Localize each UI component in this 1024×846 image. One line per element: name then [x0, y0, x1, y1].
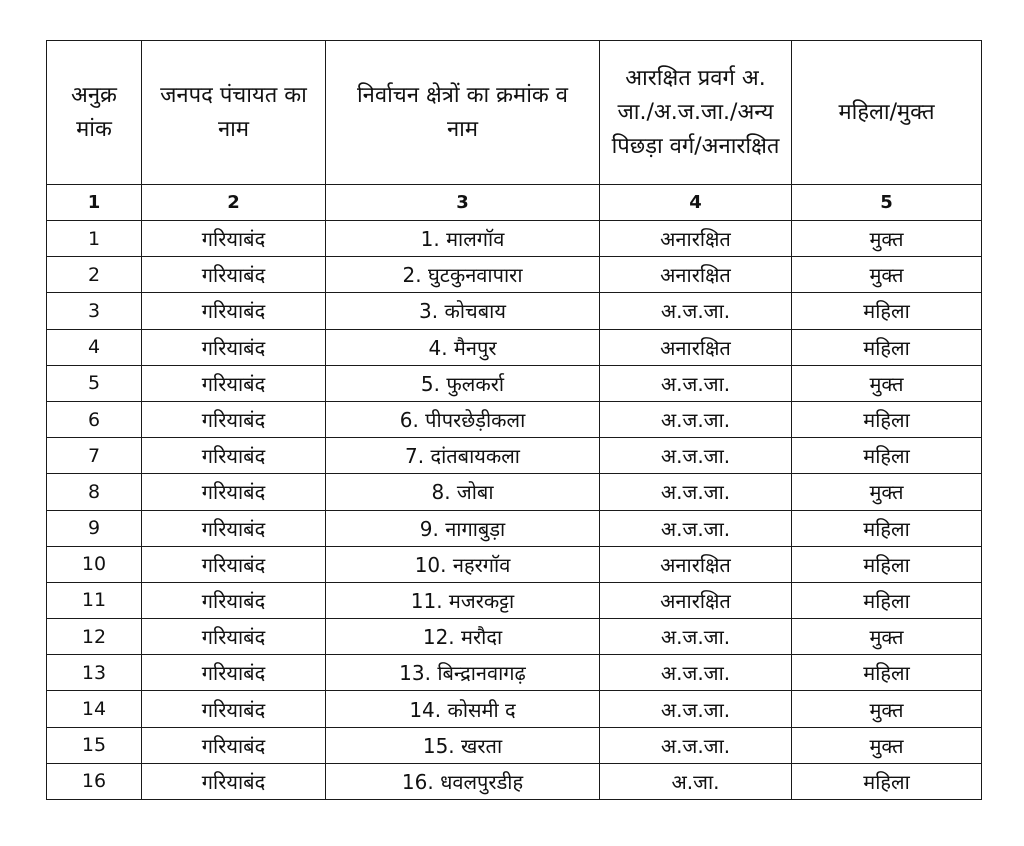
constituency-cell: 15. खरता: [326, 727, 600, 763]
status-cell: मुक्त: [792, 365, 982, 401]
status-cell: मुक्त: [792, 691, 982, 727]
table-row: [47, 510, 982, 546]
status-cell: महिला: [792, 582, 982, 618]
status-cell: महिला: [792, 510, 982, 546]
janpad-cell: गरियाबंद: [142, 763, 326, 799]
serial-cell: 6: [47, 401, 142, 437]
table-row: [47, 329, 982, 365]
table-row: [47, 293, 982, 329]
constituency-cell: 11. मजरकट्टा: [326, 582, 600, 618]
category-cell: अनारक्षित: [600, 257, 792, 293]
serial-cell: 8: [47, 474, 142, 510]
serial-cell: 4: [47, 329, 142, 365]
janpad-cell: गरियाबंद: [142, 727, 326, 763]
serial-cell: 2: [47, 257, 142, 293]
status-cell: मुक्त: [792, 221, 982, 257]
category-cell: अ.ज.जा.: [600, 365, 792, 401]
category-cell: अ.ज.जा.: [600, 510, 792, 546]
table-row: [47, 582, 982, 618]
header-serial: अनुक्रमांक: [47, 41, 142, 185]
serial-cell: 13: [47, 655, 142, 691]
column-number: 2: [142, 185, 326, 221]
status-cell: मुक्त: [792, 257, 982, 293]
category-cell: अ.ज.जा.: [600, 401, 792, 437]
janpad-cell: गरियाबंद: [142, 293, 326, 329]
serial-cell: 15: [47, 727, 142, 763]
janpad-cell: गरियाबंद: [142, 619, 326, 655]
status-cell: महिला: [792, 438, 982, 474]
janpad-cell: गरियाबंद: [142, 546, 326, 582]
table-row: [47, 438, 982, 474]
janpad-cell: गरियाबंद: [142, 474, 326, 510]
serial-cell: 9: [47, 510, 142, 546]
janpad-cell: गरियाबंद: [142, 655, 326, 691]
status-cell: मुक्त: [792, 619, 982, 655]
serial-cell: 12: [47, 619, 142, 655]
constituency-cell: 14. कोसमी द: [326, 691, 600, 727]
constituency-cell: 16. धवलपुरडीह: [326, 763, 600, 799]
category-cell: अ.ज.जा.: [600, 474, 792, 510]
table-row: [47, 474, 982, 510]
table-row: [47, 727, 982, 763]
status-cell: महिला: [792, 293, 982, 329]
status-cell: मुक्त: [792, 474, 982, 510]
serial-cell: 3: [47, 293, 142, 329]
serial-cell: 14: [47, 691, 142, 727]
header-constituency: निर्वाचन क्षेत्रों का क्रमांक व नाम: [326, 41, 600, 185]
constituency-cell: 3. कोचबाय: [326, 293, 600, 329]
janpad-cell: गरियाबंद: [142, 221, 326, 257]
constituency-cell: 4. मैनपुर: [326, 329, 600, 365]
janpad-cell: गरियाबंद: [142, 329, 326, 365]
category-cell: अनारक्षित: [600, 221, 792, 257]
header-janpad-name: जनपद पंचायत का नाम: [142, 41, 326, 185]
constituency-cell: 6. पीपरछेड़ीकला: [326, 401, 600, 437]
constituency-cell: 5. फुलकर्रा: [326, 365, 600, 401]
serial-cell: 7: [47, 438, 142, 474]
serial-cell: 10: [47, 546, 142, 582]
category-cell: अनारक्षित: [600, 546, 792, 582]
category-cell: अ.ज.जा.: [600, 438, 792, 474]
category-cell: अनारक्षित: [600, 582, 792, 618]
category-cell: अ.ज.जा.: [600, 691, 792, 727]
constituency-cell: 7. दांतबायकला: [326, 438, 600, 474]
table-row: [47, 546, 982, 582]
janpad-cell: गरियाबंद: [142, 365, 326, 401]
janpad-cell: गरियाबंद: [142, 438, 326, 474]
table-row: [47, 221, 982, 257]
reservation-table-container: [46, 40, 981, 800]
table-row: [47, 655, 982, 691]
category-cell: अनारक्षित: [600, 329, 792, 365]
table-row: [47, 365, 982, 401]
status-cell: मुक्त: [792, 727, 982, 763]
serial-cell: 5: [47, 365, 142, 401]
category-cell: अ.ज.जा.: [600, 619, 792, 655]
reservation-table: [46, 40, 982, 800]
constituency-cell: 10. नहरगॉव: [326, 546, 600, 582]
serial-cell: 16: [47, 763, 142, 799]
janpad-cell: गरियाबंद: [142, 257, 326, 293]
serial-cell: 11: [47, 582, 142, 618]
status-cell: महिला: [792, 401, 982, 437]
table-row: [47, 619, 982, 655]
column-number: 5: [792, 185, 982, 221]
constituency-cell: 1. मालगॉव: [326, 221, 600, 257]
janpad-cell: गरियाबंद: [142, 401, 326, 437]
column-number: 4: [600, 185, 792, 221]
janpad-cell: गरियाबंद: [142, 510, 326, 546]
status-cell: महिला: [792, 329, 982, 365]
janpad-cell: गरियाबंद: [142, 582, 326, 618]
table-row: [47, 763, 982, 799]
table-row: [47, 691, 982, 727]
status-cell: महिला: [792, 655, 982, 691]
column-number: 1: [47, 185, 142, 221]
status-cell: महिला: [792, 546, 982, 582]
column-number: 3: [326, 185, 600, 221]
status-cell: महिला: [792, 763, 982, 799]
constituency-cell: 12. मरौदा: [326, 619, 600, 655]
table-row: [47, 257, 982, 293]
category-cell: अ.ज.जा.: [600, 293, 792, 329]
constituency-cell: 8. जोबा: [326, 474, 600, 510]
category-cell: अ.ज.जा.: [600, 655, 792, 691]
serial-cell: 1: [47, 221, 142, 257]
header-row: [47, 41, 982, 185]
janpad-cell: गरियाबंद: [142, 691, 326, 727]
constituency-cell: 13. बिन्द्रानवागढ़: [326, 655, 600, 691]
header-women-free: महिला/मुक्त: [792, 41, 982, 185]
category-cell: अ.ज.जा.: [600, 727, 792, 763]
category-cell: अ.जा.: [600, 763, 792, 799]
constituency-cell: 2. घुटकुनवापारा: [326, 257, 600, 293]
table-row: [47, 401, 982, 437]
constituency-cell: 9. नागाबुड़ा: [326, 510, 600, 546]
column-number-row: [47, 185, 982, 221]
header-reserved-category: आरक्षित प्रवर्ग अ.जा./अ.ज.जा./अन्य पिछड़ा वर्ग/अनारक्षित: [600, 41, 792, 185]
